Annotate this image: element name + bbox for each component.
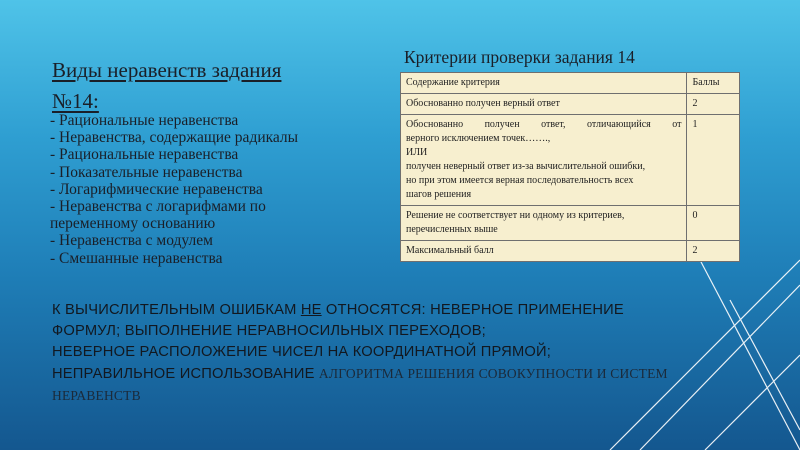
header-criteria: Содержание критерия xyxy=(401,73,687,94)
score-cell: 2 xyxy=(687,94,740,115)
score-cell: 0 xyxy=(687,206,740,241)
list-item: - Рациональные неравенства xyxy=(50,112,239,129)
criteria-line: Решение не соответствует ни одному из критериев, xyxy=(406,210,625,221)
criteria-cell xyxy=(401,115,687,206)
computational-errors-note xyxy=(52,300,752,406)
left-title-line1: Виды неравенств задания xyxy=(52,58,282,82)
note-line: НЕРАВЕНСТВ xyxy=(52,388,141,403)
list-item: - Логарифмические неравенства xyxy=(50,180,263,198)
note-line: ФОРМУЛ; ВЫПОЛНЕНИЕ НЕРАВНОСИЛЬНЫХ ПЕРЕХОДОВ; xyxy=(52,323,486,339)
note-text: К ВЫЧИСЛИТЕЛЬНЫМ ОШИБКАМ xyxy=(52,302,301,318)
inequality-types-list xyxy=(50,112,350,267)
criteria-line: Обоснованно получен ответ, отличающийся от xyxy=(406,119,682,130)
list-item: - Неравенства, содержащие радикалы xyxy=(50,129,299,147)
header-points: Баллы xyxy=(687,73,740,94)
criteria-line: но при этом имеется верная последовательность всех xyxy=(406,175,634,186)
table-row xyxy=(401,206,740,241)
note-not-emphasis: НЕ xyxy=(300,302,322,318)
table-header-row xyxy=(401,73,740,94)
criteria-cell xyxy=(401,206,687,241)
criteria-cell: Обоснованно получен верный ответ xyxy=(401,94,687,115)
list-item: - Смешанные неравенства xyxy=(50,249,223,267)
list-item: - Рациональные неравенства xyxy=(50,146,239,164)
note-line xyxy=(52,300,752,321)
score-cell: 2 xyxy=(687,241,740,262)
criteria-line: получен неверный ответ из-за вычислительной ошибки, xyxy=(406,161,646,172)
criteria-title: Критерии проверки задания 14 xyxy=(404,47,635,67)
criteria-line: ИЛИ xyxy=(406,147,428,158)
criteria-cell: Максимальный балл xyxy=(401,241,687,262)
left-title-line2: №14: xyxy=(52,89,99,113)
left-title xyxy=(52,55,352,117)
criteria-line: перечисленных выше xyxy=(406,224,498,235)
criteria-table xyxy=(400,72,740,262)
table-row xyxy=(401,115,740,206)
list-item: - Неравенства с модулем xyxy=(50,232,213,250)
note-text: НЕПРАВИЛЬНОЕ ИСПОЛЬЗОВАНИЕ xyxy=(52,366,319,382)
criteria-line: верного исключением точек……., xyxy=(406,133,551,144)
list-item: - Неравенства с логарифмами по переменному основанию xyxy=(50,198,266,233)
list-item: - Показательные неравенства xyxy=(50,163,243,181)
table-row xyxy=(401,241,740,262)
note-line: НЕВЕРНОЕ РАСПОЛОЖЕНИЕ ЧИСЕЛ НА КООРДИНАТНОЙ ПРЯМОЙ; xyxy=(52,344,552,360)
score-cell: 1 xyxy=(687,115,740,206)
note-line xyxy=(52,363,752,385)
criteria-line: шагов решения xyxy=(406,189,472,200)
table-row xyxy=(401,94,740,115)
note-text-small: АЛГОРИТМА РЕШЕНИЯ СОВОКУПНОСТИ И СИСТЕМ xyxy=(318,366,668,381)
note-text: ОТНОСЯТСЯ: НЕВЕРНОЕ ПРИМЕНЕНИЕ xyxy=(321,302,624,318)
